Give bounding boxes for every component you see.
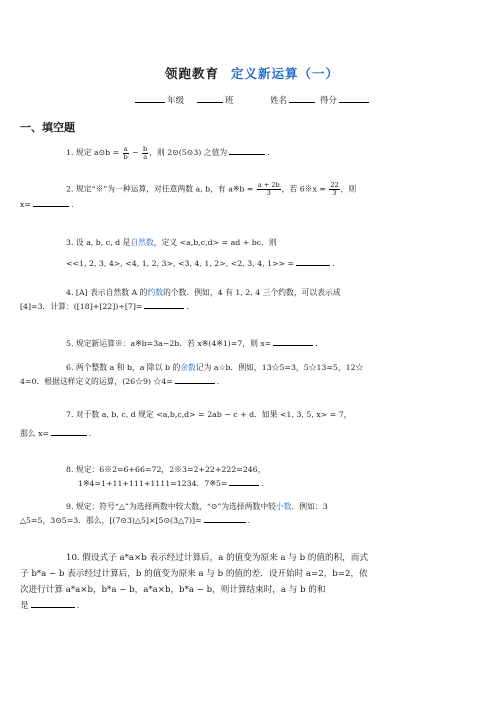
q1-answer-blank[interactable] [229, 145, 265, 155]
q9-link-decimal[interactable]: 小数 [275, 502, 292, 511]
q6-link-remainder[interactable]: 余数 [180, 363, 196, 372]
q7-line2: 那么 x= [20, 429, 50, 438]
grade-blank[interactable] [135, 93, 165, 103]
student-info-row [0, 93, 504, 106]
q5-text: 5. 规定新运算※：a※b=3a−2b．若 x※(4※1)=7，则 x= [66, 339, 272, 348]
q2-text-tail: ，则 [340, 184, 357, 194]
question-8: 8. 规定：6※2=6+66=72，2※3=2+22+222=246， 1※4=1+11+111+1111=1234．7※5= . [66, 465, 266, 488]
q6-text-post: 记为 a☆b．例如，13☆5=3，5☆13=5，12☆ [195, 363, 364, 372]
q2-text: 2. 规定“※”为一种运算，对任意两数 a, b，有 a※b = [66, 184, 256, 194]
q10-line4: 是 [20, 601, 29, 611]
q9-text-pre: 9. 规定：符号“△”为选择两数中较大数，“⊙”为选择两数中较 [66, 502, 276, 511]
q2-fraction-1: $\frac{a + 2b}{3}$ [257, 181, 280, 197]
q7-line1: 7. 对于数 a, b, c, d 规定 <a,b,c,d> = 2ab − c + d．如果 <1, 3, 5, x> = 7， [66, 410, 352, 419]
q8-line1: 8. 规定：6※2=6+66=72，2※3=2+22+222=246， [66, 465, 266, 474]
question-7: 7. 对于数 a, b, c, d 规定 <a,b,c,d> = 2ab − c + d．如果 <1, 3, 5, x> = 7， 那么 x= . [20, 410, 352, 438]
q4-answer-blank[interactable] [144, 299, 184, 309]
question-5: 5. 规定新运算※：a※b=3a−2b．若 x※(4※1)=7，则 x= . [20, 336, 484, 350]
q10-answer-blank[interactable] [31, 598, 75, 608]
score-label: 得分 [319, 96, 337, 106]
q4-text-pre: 4. [A] 表示自然数 A 的 [66, 288, 148, 297]
q6-text-pre: 6. 两个整数 a 和 b，a 除以 b 的 [66, 363, 181, 372]
q10-line3: 次进行计算 a*a×b，b*a − b，a*a×b，b*a − b，则计算结束时，a 与 b 的和 [20, 585, 326, 595]
q6-answer-blank[interactable] [175, 374, 215, 384]
name-blank[interactable] [289, 93, 315, 103]
q7-answer-blank[interactable] [51, 426, 87, 436]
score-blank[interactable] [339, 93, 369, 103]
q4-text-post: 的个数．例如，4 有 1, 2, 4 三个约数，可以表示成 [163, 288, 341, 297]
grade-label: 年级 [167, 96, 185, 106]
q3-text-pre: 3. 设 a, b, c, d 是 [66, 238, 131, 247]
title-main: 领跑教育 [164, 66, 219, 81]
page-title [0, 64, 504, 82]
q9-line2: △5=5，3⊙5=3．那么，[(7⊙3)△5]×[5⊙(3△7)]= [20, 516, 202, 525]
class-blank[interactable] [197, 93, 223, 103]
question-9: 9. 规定：符号“△”为选择两数中较大数，“⊙”为选择两数中较小数．例如：3 △5=5，3⊙5=3．那么，[(7⊙3)△5]×[5⊙(3△7)]= . [20, 502, 328, 525]
title-subtitle: 定义新运算（一） [231, 66, 340, 81]
q2-line2: x= [20, 200, 31, 209]
q8-line2: 1※4=1+11+111+1111=1234．7※5= [78, 479, 228, 488]
q1-fraction-2: $\frac{b}{a}$ [143, 144, 148, 161]
q3-link-natural-number[interactable]: 自然数 [130, 238, 154, 247]
question-4: 4. [A] 表示自然数 A 的约数的个数．例如，4 有 1, 2, 4 三个约数，可以表示成 [4]=3．计算：([18]+[22])÷[7]= . [20, 288, 341, 311]
q1-minus: − [129, 148, 142, 157]
question-6: 6. 两个整数 a 和 b，a 除以 b 的余数记为 a☆b．例如，13☆5=3，5☆13=5，12☆ 4=0．根据这样定义的运算，(26☆9) ☆4= . [20, 363, 364, 386]
q9-answer-blank[interactable] [204, 513, 246, 523]
q1-text-pre: 1. 规定 a⊙b = [66, 148, 122, 157]
question-3: 3. 设 a, b, c, d 是自然数，定义 <a,b,c,d> = ad + bc．则 <<1, 2, 3, 4>, <4, 1, 2, 3>, <3, 4, 1, 2>, <2, 3, 4, 1>> = . [66, 238, 335, 268]
q9-text-post: ．例如：3 [291, 502, 328, 511]
q2-answer-blank[interactable] [33, 197, 69, 207]
q8-answer-blank[interactable] [229, 476, 259, 486]
q5-answer-blank[interactable] [273, 336, 313, 346]
q1-text-post: ，则 2⊙(5⊙3) 之值为 [149, 148, 228, 157]
q4-link-divisor[interactable]: 约数 [147, 288, 164, 297]
section-title: 一、填空题 [20, 121, 75, 134]
q1-fraction-1: $\frac{a}{b}$ [123, 144, 128, 161]
question-10: 10. 假设式子 a*a×b 表示经过计算后，a 的值变为原来 a 与 b 的值的积，而式 子 b*a − b 表示经过计算后，b 的值变为原来 a 与 b 的值的差．设开始时 a=2，b=2，依 次进行计算 a*a×b，b*a − b，a*a×b，b*a − b，则计算结束时，a 与 b 的和 是 . [20, 553, 368, 611]
q6-line2: 4=0．根据这样定义的运算，(26☆9) ☆4= [20, 377, 173, 386]
q2-fraction-2: $\frac{22}{3}$ [330, 181, 339, 197]
question-2: 2. 规定“※”为一种运算，对任意两数 a, b，有 a※b = $\frac{a + 2b}{3}$ ，若 6※x = $\frac{22}{3}$ ，则 x= . [20, 181, 357, 209]
class-label: 班 [224, 96, 234, 106]
q10-line1: 10. 假设式子 a*a×b 表示经过计算后，a 的值变为原来 a 与 b 的值的积，而式 [66, 553, 368, 563]
q4-line2: [4]=3．计算：([18]+[22])÷[7]= [20, 302, 143, 311]
q3-text-post: ，定义 <a,b,c,d> = ad + bc．则 [153, 238, 277, 247]
q3-expression: <<1, 2, 3, 4>, <4, 1, 2, 3>, <3, 4, 1, 2>, <2, 3, 4, 1>> = [66, 259, 295, 268]
q2-text-mid: ，若 6※x = [281, 184, 329, 194]
question-1: 1. 规定 a⊙b = $\frac{a}{b}$ − $\frac{b}{a}$ ，则 2⊙(5⊙3) 之值为 . [66, 144, 270, 161]
q10-line2: 子 b*a − b 表示经过计算后，b 的值变为原来 a 与 b 的值的差．设开始时 a=2，b=2，依 [20, 569, 368, 579]
name-label: 姓名 [270, 96, 288, 106]
q3-answer-blank[interactable] [296, 256, 330, 266]
